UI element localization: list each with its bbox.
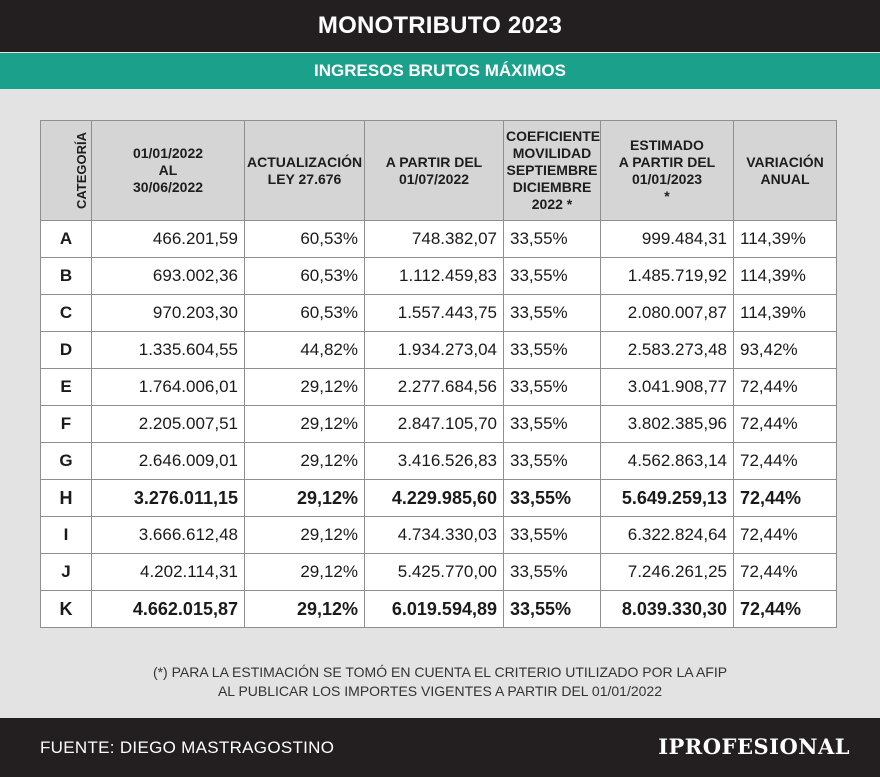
cell-estimado-2023: 2.080.007,87 — [601, 295, 734, 332]
table-row — [41, 554, 837, 591]
cell-coeficiente: 33,55% — [504, 554, 601, 591]
cell-actualizacion: 29,12% — [245, 517, 365, 554]
table-row — [41, 369, 837, 406]
cell-coeficiente: 33,55% — [504, 258, 601, 295]
cell-categoria: C — [41, 295, 92, 332]
column-header-categoria — [41, 121, 92, 221]
page-subtitle: INGRESOS BRUTOS MÁXIMOS — [314, 61, 566, 80]
column-header-periodo-2022: 01/01/2022 AL 30/06/2022 — [92, 121, 245, 221]
footer-bar — [0, 718, 880, 777]
cell-categoria: E — [41, 369, 92, 406]
table-row — [41, 517, 837, 554]
cell-estimado-2023: 3.041.908,77 — [601, 369, 734, 406]
cell-categoria: F — [41, 406, 92, 443]
cell-actualizacion: 29,12% — [245, 591, 365, 628]
cell-variacion: 114,39% — [734, 295, 837, 332]
cell-categoria: J — [41, 554, 92, 591]
iprofesional-logo: IPROFESIONAL — [658, 734, 850, 759]
cell-coeficiente: 33,55% — [504, 221, 601, 258]
cell-categoria: G — [41, 443, 92, 480]
cell-estimado-2023: 7.246.261,25 — [601, 554, 734, 591]
table-body — [41, 221, 837, 628]
column-header-a-partir-07-2022: A PARTIR DEL 01/07/2022 — [365, 121, 504, 221]
cell-coeficiente: 33,55% — [504, 406, 601, 443]
cell-coeficiente: 33,55% — [504, 443, 601, 480]
cell-coeficiente: 33,55% — [504, 517, 601, 554]
source-credit: FUENTE: DIEGO MASTRAGOSTINO — [40, 738, 335, 757]
cell-estimado-2023: 2.583.273,48 — [601, 332, 734, 369]
cell-variacion: 93,42% — [734, 332, 837, 369]
cell-estimado-2023: 1.485.719,92 — [601, 258, 734, 295]
cell-variacion: 72,44% — [734, 369, 837, 406]
subtitle-bar — [0, 53, 880, 89]
table-row — [41, 591, 837, 628]
cell-categoria: K — [41, 591, 92, 628]
cell-estimado-2023: 6.322.824,64 — [601, 517, 734, 554]
cell-estimado-2023: 4.562.863,14 — [601, 443, 734, 480]
cell-variacion: 114,39% — [734, 258, 837, 295]
cell-actualizacion: 29,12% — [245, 480, 365, 517]
cell-coeficiente: 33,55% — [504, 295, 601, 332]
title-bar — [0, 0, 880, 52]
cell-a-partir-07-2022: 2.847.105,70 — [365, 406, 504, 443]
cell-actualizacion: 29,12% — [245, 554, 365, 591]
cell-a-partir-07-2022: 6.019.594,89 — [365, 591, 504, 628]
column-header-actualizacion: ACTUALIZACIÓN LEY 27.676 — [245, 121, 365, 221]
cell-actualizacion: 60,53% — [245, 295, 365, 332]
cell-coeficiente: 33,55% — [504, 480, 601, 517]
cell-a-partir-07-2022: 1.557.443,75 — [365, 295, 504, 332]
cell-periodo-2022: 1.335.604,55 — [92, 332, 245, 369]
column-header-estimado-2023: ESTIMADO A PARTIR DEL 01/01/2023 * — [601, 121, 734, 221]
cell-categoria: H — [41, 480, 92, 517]
column-header-variacion: VARIACIÓN ANUAL — [734, 121, 837, 221]
cell-estimado-2023: 3.802.385,96 — [601, 406, 734, 443]
column-header-label: CATEGORÍA — [74, 131, 90, 210]
cell-periodo-2022: 4.202.114,31 — [92, 554, 245, 591]
cell-a-partir-07-2022: 1.112.459,83 — [365, 258, 504, 295]
cell-variacion: 72,44% — [734, 443, 837, 480]
cell-coeficiente: 33,55% — [504, 332, 601, 369]
cell-actualizacion: 44,82% — [245, 332, 365, 369]
cell-periodo-2022: 3.666.612,48 — [92, 517, 245, 554]
column-header-coeficiente: COEFICIENTE MOVILIDAD SEPTIEMBRE DICIEMBRE 2022 * — [504, 121, 601, 221]
cell-actualizacion: 60,53% — [245, 221, 365, 258]
cell-a-partir-07-2022: 748.382,07 — [365, 221, 504, 258]
cell-estimado-2023: 5.649.259,13 — [601, 480, 734, 517]
cell-categoria: D — [41, 332, 92, 369]
cell-categoria: I — [41, 517, 92, 554]
cell-categoria: A — [41, 221, 92, 258]
table-row — [41, 295, 837, 332]
table-row — [41, 258, 837, 295]
cell-variacion: 114,39% — [734, 221, 837, 258]
cell-a-partir-07-2022: 2.277.684,56 — [365, 369, 504, 406]
cell-actualizacion: 29,12% — [245, 443, 365, 480]
table-row — [41, 332, 837, 369]
cell-periodo-2022: 1.764.006,01 — [92, 369, 245, 406]
footnote — [0, 663, 880, 701]
footnote-line-2: AL PUBLICAR LOS IMPORTES VIGENTES A PARTIR DEL 01/01/2022 — [217, 683, 663, 699]
cell-estimado-2023: 999.484,31 — [601, 221, 734, 258]
cell-actualizacion: 29,12% — [245, 406, 365, 443]
cell-variacion: 72,44% — [734, 591, 837, 628]
table-header-row — [41, 121, 837, 221]
cell-periodo-2022: 4.662.015,87 — [92, 591, 245, 628]
table-row — [41, 480, 837, 517]
cell-variacion: 72,44% — [734, 406, 837, 443]
cell-a-partir-07-2022: 5.425.770,00 — [365, 554, 504, 591]
cell-categoria: B — [41, 258, 92, 295]
cell-periodo-2022: 2.646.009,01 — [92, 443, 245, 480]
cell-estimado-2023: 8.039.330,30 — [601, 591, 734, 628]
table-row — [41, 443, 837, 480]
footnote-line-1: (*) PARA LA ESTIMACIÓN SE TOMÓ EN CUENTA EL CRITERIO UTILIZADO POR LA AFIP — [152, 664, 728, 680]
cell-actualizacion: 29,12% — [245, 369, 365, 406]
cell-a-partir-07-2022: 4.229.985,60 — [365, 480, 504, 517]
cell-periodo-2022: 3.276.011,15 — [92, 480, 245, 517]
cell-variacion: 72,44% — [734, 554, 837, 591]
table-row — [41, 406, 837, 443]
cell-a-partir-07-2022: 4.734.330,03 — [365, 517, 504, 554]
cell-periodo-2022: 693.002,36 — [92, 258, 245, 295]
page-title: MONOTRIBUTO 2023 — [317, 12, 563, 39]
cell-a-partir-07-2022: 3.416.526,83 — [365, 443, 504, 480]
cell-coeficiente: 33,55% — [504, 369, 601, 406]
cell-periodo-2022: 466.201,59 — [92, 221, 245, 258]
cell-variacion: 72,44% — [734, 480, 837, 517]
cell-variacion: 72,44% — [734, 517, 837, 554]
cell-actualizacion: 60,53% — [245, 258, 365, 295]
cell-periodo-2022: 970.203,30 — [92, 295, 245, 332]
cell-a-partir-07-2022: 1.934.273,04 — [365, 332, 504, 369]
cell-periodo-2022: 2.205.007,51 — [92, 406, 245, 443]
table-row — [41, 221, 837, 258]
cell-coeficiente: 33,55% — [504, 591, 601, 628]
monotributo-table — [40, 120, 837, 628]
